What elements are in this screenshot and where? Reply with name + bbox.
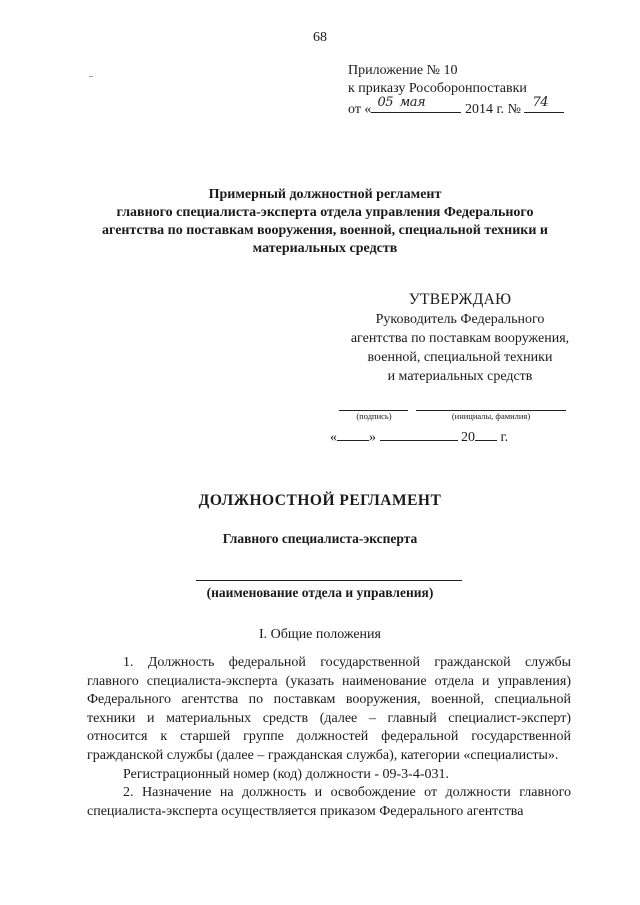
paragraph-2: 2. Назначение на должность и освобождение от должности главного специалиста-эксперта осуществляется приказом Федерального агентства bbox=[87, 785, 571, 819]
scan-speck bbox=[89, 76, 93, 77]
appendix-year-text: 2014 г. № bbox=[464, 102, 521, 117]
name-caption: (инициалы, фамилия) bbox=[451, 411, 531, 421]
approval-heading: УТВЕРЖДАЮ bbox=[408, 291, 512, 308]
approval-line-1: Руководитель Федерального bbox=[375, 312, 545, 327]
approval-date-line bbox=[330, 428, 508, 446]
approval-line-4: и материальных средств bbox=[387, 369, 533, 384]
date-year-suffix: г. bbox=[500, 430, 509, 445]
paragraph-registration: Регистрационный номер (код) должности - 09-3-4-031. bbox=[123, 766, 449, 782]
signature-caption: (подпись) bbox=[356, 411, 392, 421]
approval-line-3: военной, специальной техники bbox=[367, 350, 553, 365]
appendix-number-blank bbox=[524, 95, 564, 113]
appendix-date-line bbox=[348, 95, 608, 119]
approval-line-2: агентства по поставкам вооружения, bbox=[350, 331, 570, 346]
department-caption: (наименование отдела и управления) bbox=[206, 585, 434, 600]
appendix-block bbox=[348, 62, 608, 119]
approval-block bbox=[300, 290, 620, 386]
date-open-quote: « bbox=[330, 430, 337, 445]
document-title: ДОЛЖНОСТНОЙ РЕГЛАМЕНТ bbox=[198, 492, 442, 509]
date-month-blank bbox=[380, 428, 458, 441]
page-number: 68 bbox=[313, 30, 327, 45]
document-body bbox=[87, 654, 571, 821]
date-day-blank bbox=[337, 428, 369, 441]
title-line-3: агентства по поставкам вооружения, военной, специальной техники и bbox=[102, 223, 548, 238]
title-line-1: Примерный должностной регламент bbox=[208, 187, 442, 202]
appendix-date-blank bbox=[371, 95, 461, 113]
section-heading: I. Общие положения bbox=[259, 627, 381, 642]
department-blank-line bbox=[196, 580, 462, 581]
paragraph-1: 1. Должность федеральной государственной гражданской службы главного специалиста-эксперта (указать наименование отдела и управления) Федерального агентства по поставкам вооружения, военной, специальной техники и материальных средств (далее – главный специалист-эксперт) относится к старшей группе должностей федеральной государственной гражданской службы (далее – гражданская служба), категории «специалисты». bbox=[87, 655, 571, 763]
handwritten-month: мая bbox=[399, 95, 426, 110]
appendix-date-prefix: от « bbox=[348, 102, 372, 117]
position-title: Главного специалиста-эксперта bbox=[222, 531, 418, 546]
title-line-4: материальных средств bbox=[252, 241, 398, 256]
handwritten-number: 74 bbox=[532, 95, 549, 110]
appendix-line-2: к приказу Рособоронпоставки bbox=[348, 81, 527, 96]
title-line-2: главного специалиста-эксперта отдела управления Федерального bbox=[116, 205, 534, 220]
handwritten-day: 05 bbox=[377, 95, 393, 110]
appendix-line-1: Приложение № 10 bbox=[348, 63, 458, 78]
date-close-quote: » bbox=[369, 430, 376, 445]
date-year-prefix: 20 bbox=[461, 430, 475, 445]
regulation-title bbox=[60, 186, 590, 258]
date-year-blank bbox=[475, 428, 497, 441]
